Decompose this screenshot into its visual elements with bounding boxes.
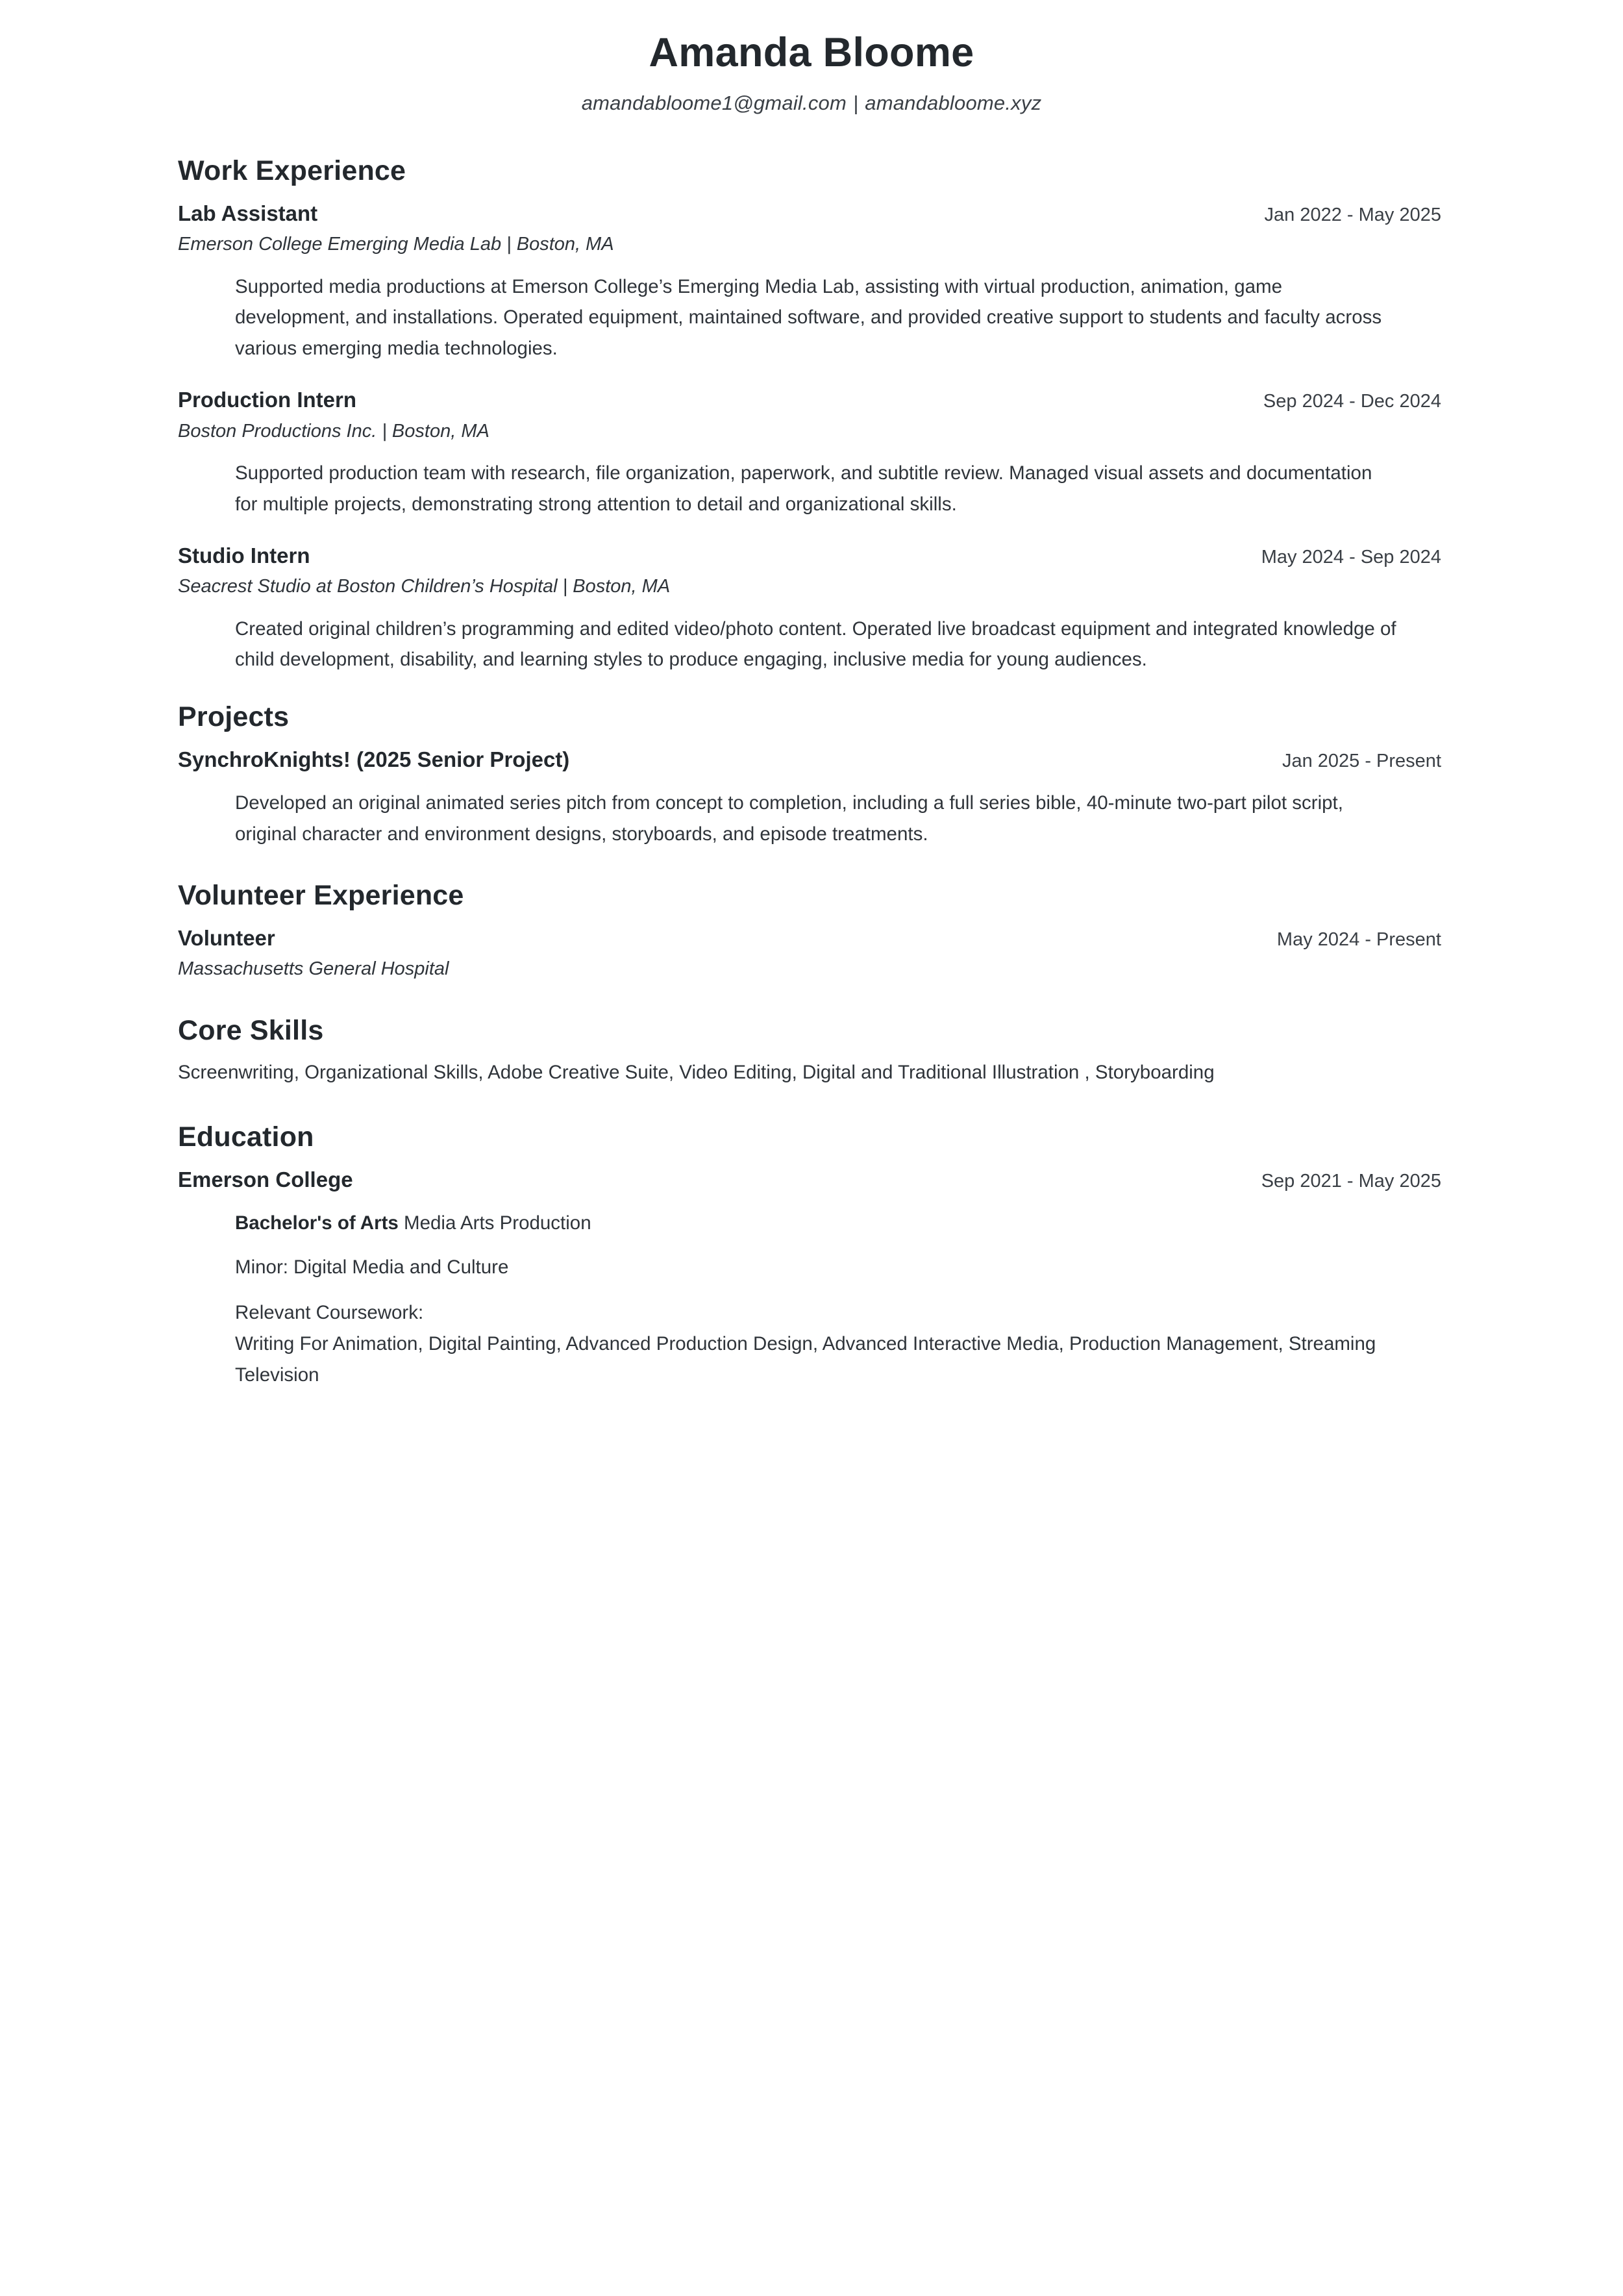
education-entry [169,1166,1454,1391]
project-entry [169,746,1454,849]
entry-header [178,542,1454,570]
education-details [235,1208,1454,1391]
entry-header [178,746,1454,774]
project-title: SynchroKnights! (2025 Senior Project) [178,747,570,772]
project-description: Developed an original animated series pitch from concept to completion, including a full series bible, 40-minute two-part pilot script, original character and environment designs, storyboards, and episode treatments. [235,792,1343,845]
section-volunteer-experience [169,880,1454,982]
degree-row [235,1208,1454,1238]
core-skills-list: Screenwriting, Organizational Skills, Adobe Creative Suite, Video Editing, Digital and Traditional Illustration , Storyboarding [178,1061,1215,1083]
degree-major: Media Arts Production [404,1212,591,1234]
page-title: Amanda Bloome [649,30,974,75]
work-entry [169,200,1454,364]
contact-separator: | [853,91,859,114]
job-date-range: May 2024 - Sep 2024 [1261,546,1441,568]
volunteer-date-range: May 2024 - Present [1276,929,1441,950]
contact-email[interactable]: amandabloome1@gmail.com [581,91,847,114]
section-work-experience [169,155,1454,676]
education-date-range: Sep 2021 - May 2025 [1261,1171,1441,1192]
job-description: Supported media productions at Emerson College’s Emerging Media Lab, assisting with virtual production, animation, game development, and installations. Operated equipment, maintained software, and provided creative support to students and faculty across various emerging media technologies. [235,275,1382,360]
section-core-skills [169,1015,1454,1088]
job-date-range: Sep 2024 - Dec 2024 [1263,390,1441,412]
entry-header [178,925,1454,953]
job-title: Lab Assistant [178,201,318,225]
entry-header [178,1166,1454,1194]
volunteer-role: Volunteer [178,925,275,950]
job-title: Production Intern [178,387,356,412]
entry-header [178,386,1454,414]
section-education [169,1121,1454,1391]
section-heading-core-skills: Core Skills [178,1014,324,1046]
section-heading-volunteer-experience: Volunteer Experience [178,879,464,911]
volunteer-entry [169,925,1454,982]
job-employer-location: Emerson College Emerging Media Lab | Boston, MA [178,234,614,255]
volunteer-organization: Massachusetts General Hospital [178,958,449,980]
contact-line [169,92,1454,115]
contact-website[interactable]: amandabloome.xyz [865,91,1042,114]
job-title: Studio Intern [178,543,310,568]
section-heading-work-experience: Work Experience [178,155,406,186]
section-heading-education: Education [178,1121,314,1153]
project-date-range: Jan 2025 - Present [1282,751,1441,772]
coursework-label: Relevant Coursework: [235,1301,424,1323]
coursework-list: Writing For Animation, Digital Painting, Advanced Production Design, Advanced Interactive Media, Production Management, Streaming Television [235,1333,1376,1386]
job-employer-location: Seacrest Studio at Boston Children’s Hospital | Boston, MA [178,576,671,597]
section-projects [169,701,1454,849]
work-entry [169,542,1454,676]
entry-header [178,200,1454,228]
school-name: Emerson College [178,1167,353,1192]
degree-minor: Minor: Digital Media and Culture [235,1256,509,1278]
job-description: Supported production team with research, file organization, paperwork, and subtitle review. Managed visual assets and documentation for multiple projects, demonstrating strong attention to detail and organizational skills. [235,462,1372,515]
degree-name: Bachelor's of Arts [235,1212,399,1234]
job-description: Created original children’s programming and edited video/photo content. Operated live broadcast equipment and integrated knowledge of child development, disability, and learning styles to produce engaging, inclusive media for young audiences. [235,618,1396,671]
job-employer-location: Boston Productions Inc. | Boston, MA [178,420,489,442]
resume-header [169,30,1454,115]
section-heading-projects: Projects [178,701,290,733]
work-entry [169,386,1454,520]
job-date-range: Jan 2022 - May 2025 [1264,204,1441,225]
